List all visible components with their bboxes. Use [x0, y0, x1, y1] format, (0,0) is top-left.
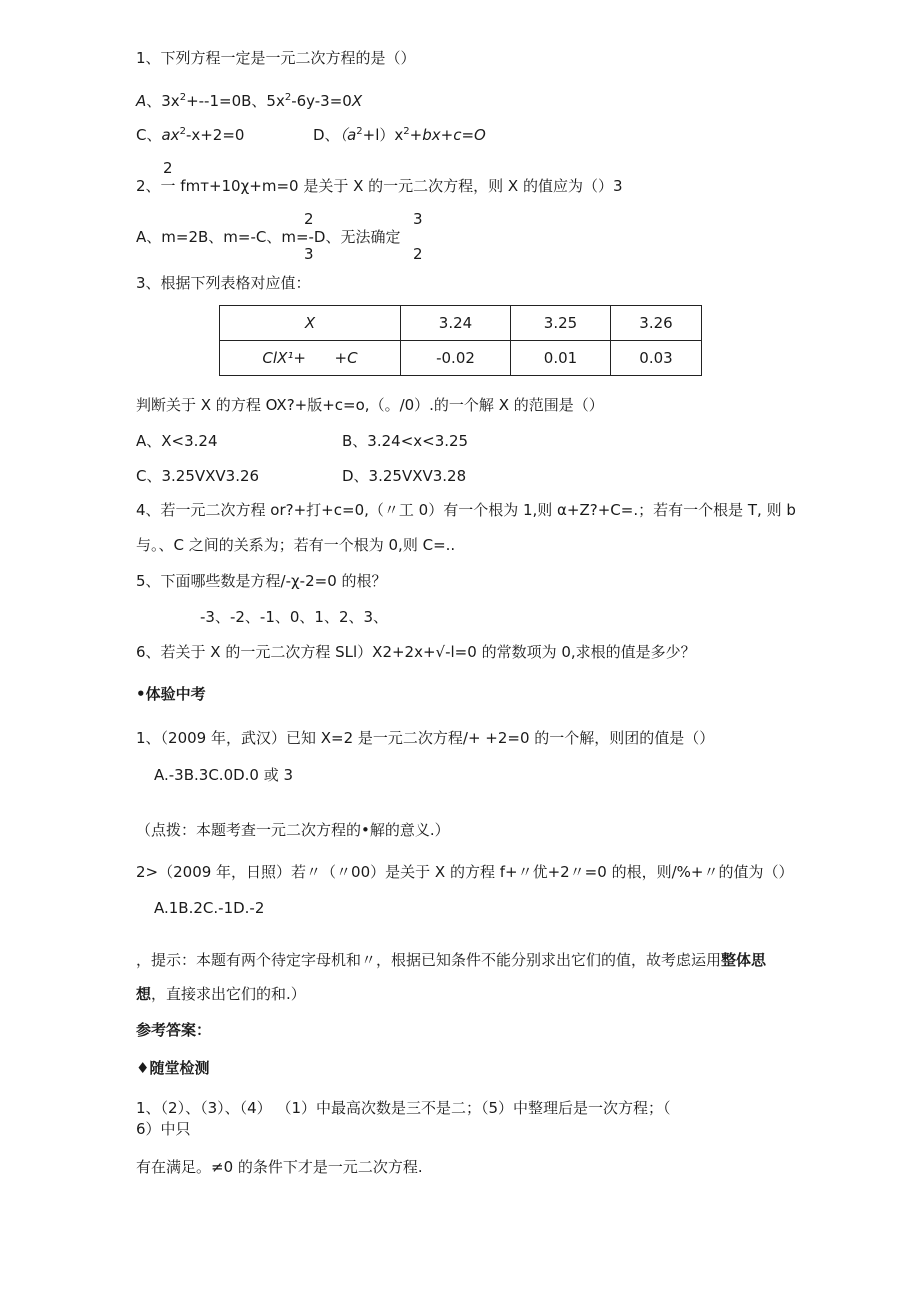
- table-cell: X: [220, 306, 401, 341]
- table-cell: ClX¹+ +C: [220, 341, 401, 376]
- q2-stem: 2、一 fmт+10χ+m=0 是关于 X 的一元二次方程，则 X 的值应为（）3: [136, 177, 623, 195]
- q1-d-var: （a: [339, 126, 357, 144]
- exam-q2: 2>（2009 年，日照）若〃（〃00）是关于 X 的方程 f+〃优+2〃=0 的根，则/%+〃的值为（）: [136, 863, 794, 881]
- table-cell: 0.01: [511, 341, 611, 376]
- q1-d-sup: 2: [356, 126, 363, 137]
- table-cell: 0.03: [611, 341, 702, 376]
- q1-stem: 1、下列方程一定是一元二次方程的是（）: [136, 49, 416, 67]
- q1-c-rest: -x+2=0: [185, 126, 245, 144]
- table-cell: 3.25: [511, 306, 611, 341]
- exam-hint2-bold2: 想: [136, 985, 152, 1003]
- exam-heading: •体验中考: [136, 685, 206, 703]
- exam-q2-options: A.1B.2C.-1D.-2: [154, 899, 265, 917]
- q2-frac-top-1: 2: [304, 210, 314, 228]
- q3-judge: 判断关于 X 的方程 OX?+版+c=o,（。/0）.的一个解 X 的范围是（）: [136, 396, 604, 414]
- q1-c-var: ax: [161, 126, 180, 144]
- q1-d-rest: +bx+c=O: [409, 126, 486, 144]
- q1-c-pre: C、: [136, 126, 162, 144]
- q1-a-rest: +--1=0B、5x: [186, 92, 285, 110]
- q2-frac-bot-2: 2: [413, 245, 423, 263]
- table-cell: 3.26: [611, 306, 702, 341]
- q1-option-a-b: [136, 91, 362, 111]
- q2-frac-top-2: 3: [413, 210, 423, 228]
- table-row: [220, 341, 702, 376]
- q2-frac-bot-1: 3: [304, 245, 314, 263]
- exam-hint2-text: ，提示：本题有两个待定字母机和〃，根据已知条件不能分别求出它们的值，故考虑运用: [136, 951, 722, 969]
- q3-option-b: B、3.24<x<3.25: [342, 432, 469, 450]
- exam-q1: 1、（2009 年，武汉）已知 X=2 是一元二次方程/+ +2=0 的一个解，则团的值是（）: [136, 729, 715, 747]
- q5-stem: 5、下面哪些数是方程/-χ-2=0 的根？: [136, 572, 387, 590]
- exam-hint2-line2: [136, 984, 306, 1004]
- table-row: [220, 306, 702, 341]
- q3-option-c: C、3.25VXV3.26: [136, 467, 260, 485]
- exam-hint2-end: ，直接求出它们的和.）: [151, 985, 306, 1003]
- q3-stem: 3、根据下列表格对应值：: [136, 274, 311, 292]
- answer1-line1: 1、（2）、（3）、（4） （1）中最高次数是三不是二；（5）中整理后是一次方程；（: [136, 1099, 671, 1117]
- answer1-line2: 6）中只: [136, 1120, 191, 1138]
- answers-heading: 参考答案：: [136, 1021, 212, 1039]
- q1-d-var2: +l）: [362, 126, 395, 144]
- q4-line1: 4、若一元二次方程 or?+打+c=0,（〃工 0）有一个根为 1,则 α+Z?+C=.；若有一个根是 T, 则 b: [136, 501, 796, 519]
- q2-options: A、m=2B、m=-C、m=-D、无法确定: [136, 228, 401, 246]
- q5-numbers: -3、-2、-1、0、1、2、3、: [200, 608, 389, 626]
- q6-stem: 6、若关于 X 的一元二次方程 SLl）X2+2x+√-l=0 的常数项为 0,求根的值是多少？: [136, 643, 696, 661]
- q3-option-a: A、X<3.24: [136, 432, 218, 450]
- q1-option-d: [313, 125, 486, 145]
- q1-d-x: x: [394, 126, 404, 144]
- q1-a-label: A: [136, 92, 147, 110]
- exam-hint1: （点拨：本题考查一元二次方程的•解的意义.）: [136, 821, 450, 839]
- q1-option-c: [136, 125, 244, 145]
- q2-small-above: 2: [163, 159, 173, 177]
- exam-hint2-line1: [136, 950, 766, 970]
- answer1-line3: 有在满足。≠0 的条件下才是一元二次方程.: [136, 1158, 423, 1176]
- answers-subheading: ♦随堂检测: [136, 1059, 210, 1077]
- q1-c-sup: 2: [179, 126, 186, 137]
- table-cell: -0.02: [401, 341, 511, 376]
- q3-option-d: D、3.25VXV3.28: [342, 467, 467, 485]
- q1-a-text: 、3x: [146, 92, 180, 110]
- exam-hint2-bold: 整体思: [721, 951, 767, 969]
- q1-a-sup2: 2: [284, 92, 292, 103]
- q1-a-end: X: [351, 92, 363, 110]
- table-cell: 3.24: [401, 306, 511, 341]
- q1-d-sup2: 2: [403, 126, 410, 137]
- q1-d-pre: D、: [313, 126, 340, 144]
- q1-a-sup: 2: [179, 92, 187, 103]
- q1-a-rest2: -6y-3=0: [291, 92, 352, 110]
- exam-q1-options: A.-3B.3C.0D.0 或 3: [154, 766, 294, 784]
- q3-value-table: [219, 305, 702, 376]
- q4-line2: 与。、C 之间的关系为；若有一个根为 0,则 C=..: [136, 536, 456, 554]
